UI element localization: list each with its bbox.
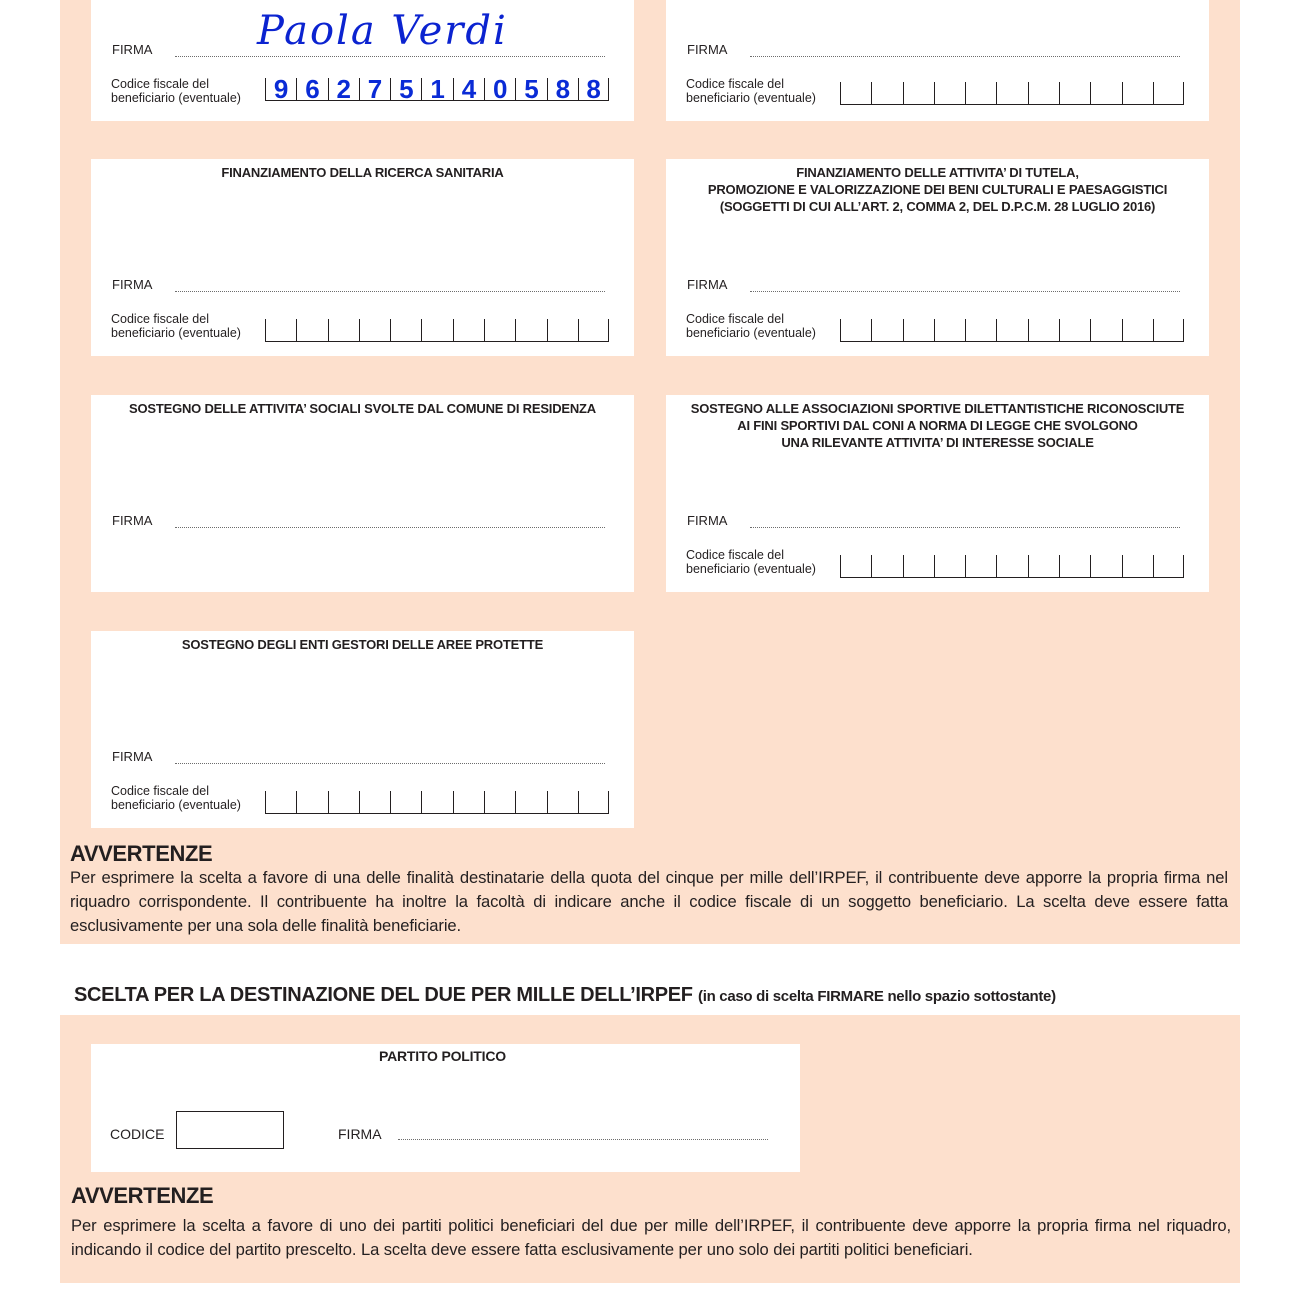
- cf-digit[interactable]: [903, 82, 934, 104]
- warning-text: Per esprimere la scelta a favore di una delle finalità destinatarie della quota del cinque per mille dell’IRPEF, il contribuente deve apporre la propria firma nel riquadro corrispondente. Il contribuente ha inoltre la facoltà di indicare anche il codice fiscale di un soggetto beneficiario. La scelta deve essere fatta esclusivamente per una sola delle finalità beneficiarie.: [70, 868, 1228, 935]
- cf-digit[interactable]: [515, 791, 546, 813]
- firma-line[interactable]: [175, 56, 605, 57]
- cf-digit[interactable]: [871, 319, 902, 341]
- cf-digit[interactable]: [1153, 555, 1184, 577]
- box-title: PARTITO POLITICO: [379, 1048, 506, 1064]
- cf-digit[interactable]: [965, 555, 996, 577]
- cf-digit[interactable]: 5: [390, 78, 421, 100]
- finalita-box-beni-culturali: [666, 159, 1209, 356]
- cf-digit[interactable]: [1090, 555, 1121, 577]
- finalita-box-associazioni-sportive: [666, 395, 1209, 592]
- firma-line[interactable]: [750, 527, 1180, 528]
- firma-line[interactable]: [750, 291, 1180, 292]
- handwritten-signature: Paola Verdi: [257, 8, 508, 54]
- finalita-box-comune-residenza: [91, 395, 634, 592]
- cf-digit[interactable]: [421, 791, 452, 813]
- cf-digit[interactable]: [840, 319, 871, 341]
- firma-line[interactable]: [398, 1139, 768, 1140]
- cf-digit[interactable]: [390, 791, 421, 813]
- warning-text: Per esprimere la scelta a favore di uno dei partiti politici beneficiari del due per mille dell’IRPEF, il contribuente deve apporre la propria firma nel riquadro, indicando il codice del partito prescelto. La scelta deve essere fatta esclusivamente per uno solo dei partiti politici beneficiari.: [71, 1216, 1231, 1259]
- cf-digit[interactable]: 7: [359, 78, 390, 100]
- cf-digit[interactable]: [453, 319, 484, 341]
- codice-fiscale-field[interactable]: [265, 73, 609, 104]
- codice-partito-input[interactable]: [176, 1111, 284, 1149]
- cf-digit[interactable]: [1059, 319, 1090, 341]
- cf-digit[interactable]: [1122, 319, 1153, 341]
- partito-politico-box: [91, 1044, 800, 1172]
- codice-fiscale-field[interactable]: [840, 82, 1184, 105]
- cf-digit[interactable]: 1: [421, 78, 452, 100]
- box-title: FINANZIAMENTO DELLE ATTIVITA’ DI TUTELA, PROMOZIONE E VALORIZZAZIONE DEI BENI CULTURALI E PAESAGGISTICI (SOGGETTI DI CUI ALL’ART. 2, COMMA 2, DEL D.P.C.M. 28 LUGLIO 2016): [707, 165, 1168, 214]
- codice-fiscale-label: Codice fiscale del beneficiario (eventuale): [111, 784, 241, 812]
- codice-label: CODICE: [110, 1126, 165, 1142]
- firma-line[interactable]: [175, 291, 605, 292]
- firma-label: FIRMA: [112, 749, 153, 764]
- warning-title: AVVERTENZE: [71, 1183, 214, 1208]
- finalita-box-ricerca-sanitaria: [91, 159, 634, 356]
- cf-digit[interactable]: [903, 319, 934, 341]
- cf-digit[interactable]: [965, 82, 996, 104]
- cf-digit[interactable]: [840, 82, 871, 104]
- cf-digit[interactable]: [871, 555, 902, 577]
- cf-digit[interactable]: [1090, 82, 1121, 104]
- cf-digit[interactable]: [484, 319, 515, 341]
- cf-digit[interactable]: [296, 319, 327, 341]
- cf-digit[interactable]: [1028, 319, 1059, 341]
- codice-fiscale-field[interactable]: [840, 319, 1184, 342]
- cf-digit[interactable]: 8: [547, 78, 578, 100]
- cf-digit[interactable]: 9: [265, 78, 296, 100]
- box-title: SOSTEGNO DELLE ATTIVITA’ SOCIALI SVOLTE DAL COMUNE DI RESIDENZA: [129, 401, 596, 416]
- cf-digit[interactable]: [578, 319, 609, 341]
- codice-fiscale-label: Codice fiscale del beneficiario (eventuale): [686, 77, 816, 105]
- cf-digit[interactable]: [547, 791, 578, 813]
- codice-fiscale-label: Codice fiscale del beneficiario (eventuale): [111, 312, 241, 340]
- cf-digit[interactable]: [1122, 555, 1153, 577]
- cf-digit[interactable]: [265, 791, 296, 813]
- codice-fiscale-label: Codice fiscale del beneficiario (eventuale): [686, 548, 816, 576]
- codice-fiscale-label: Codice fiscale del beneficiario (eventuale): [686, 312, 816, 340]
- firma-line[interactable]: [175, 527, 605, 528]
- cf-digit[interactable]: [934, 555, 965, 577]
- cf-digit[interactable]: [296, 791, 327, 813]
- box-title: SOSTEGNO DEGLI ENTI GESTORI DELLE AREE PROTETTE: [181, 637, 544, 652]
- firma-label: FIRMA: [112, 277, 153, 292]
- cf-digit[interactable]: 5: [515, 78, 546, 100]
- cf-digit[interactable]: [996, 82, 1027, 104]
- finalita-box-1: [91, 0, 634, 121]
- due-per-mille-heading: SCELTA PER LA DESTINAZIONE DEL DUE PER MILLE DELL’IRPEF (in caso di scelta FIRMARE nello spazio sottostante): [74, 984, 1056, 1006]
- cf-digit[interactable]: [934, 82, 965, 104]
- cf-digit[interactable]: 6: [296, 78, 327, 100]
- warning-title: AVVERTENZE: [70, 841, 213, 866]
- codice-fiscale-field[interactable]: [840, 555, 1184, 578]
- cf-digit[interactable]: [421, 319, 452, 341]
- cf-digit[interactable]: [1122, 82, 1153, 104]
- cf-digit[interactable]: [359, 319, 390, 341]
- finalita-box-2: [666, 0, 1209, 121]
- cf-digit[interactable]: 2: [328, 78, 359, 100]
- cf-digit[interactable]: [515, 319, 546, 341]
- cf-digit[interactable]: [578, 791, 609, 813]
- cf-digit[interactable]: 8: [578, 78, 609, 100]
- cf-digit[interactable]: [871, 82, 902, 104]
- firma-label: FIRMA: [687, 513, 728, 528]
- firma-label: FIRMA: [687, 42, 728, 57]
- firma-line[interactable]: [175, 763, 605, 764]
- cf-digit[interactable]: [965, 319, 996, 341]
- finalita-box-aree-protette: [91, 631, 634, 828]
- cf-digit[interactable]: [453, 791, 484, 813]
- codice-fiscale-field[interactable]: [265, 319, 609, 342]
- firma-label: FIRMA: [112, 42, 153, 57]
- cf-digit[interactable]: [1059, 82, 1090, 104]
- cf-digit[interactable]: [996, 555, 1027, 577]
- cf-digit[interactable]: [359, 791, 390, 813]
- cf-digit[interactable]: 0: [484, 78, 515, 100]
- box-title: FINANZIAMENTO DELLA RICERCA SANITARIA: [221, 165, 504, 180]
- cf-digit[interactable]: [328, 791, 359, 813]
- cf-digit[interactable]: [1153, 82, 1184, 104]
- cf-digit[interactable]: [1059, 555, 1090, 577]
- box-title: SOSTEGNO ALLE ASSOCIAZIONI SPORTIVE DILETTANTISTICHE RICONOSCIUTE AI FINI SPORTIVI DAL CONI A NORMA DI LEGGE CHE SVOLGONO UNA RILEVANTE ATTIVITA’ DI INTERESSE SOCIALE: [690, 401, 1185, 450]
- cf-digit[interactable]: [547, 319, 578, 341]
- firma-label: FIRMA: [687, 277, 728, 292]
- cf-digit[interactable]: [1028, 82, 1059, 104]
- firma-label: FIRMA: [338, 1126, 382, 1142]
- codice-fiscale-field[interactable]: [265, 791, 609, 814]
- cf-digit[interactable]: [996, 319, 1027, 341]
- cf-digit[interactable]: [1153, 319, 1184, 341]
- cf-digit[interactable]: [1028, 555, 1059, 577]
- cf-digit[interactable]: [1090, 319, 1121, 341]
- cf-digit[interactable]: [390, 319, 421, 341]
- cf-digit[interactable]: [903, 555, 934, 577]
- cf-digit[interactable]: [484, 791, 515, 813]
- cf-digit[interactable]: [934, 319, 965, 341]
- firma-label: FIRMA: [112, 513, 153, 528]
- cf-digit[interactable]: [840, 555, 871, 577]
- firma-line[interactable]: [750, 56, 1180, 57]
- cf-digit[interactable]: 4: [453, 78, 484, 100]
- cf-digit[interactable]: [265, 319, 296, 341]
- cf-digit[interactable]: [328, 319, 359, 341]
- codice-fiscale-label: Codice fiscale del beneficiario (eventuale): [111, 77, 241, 105]
